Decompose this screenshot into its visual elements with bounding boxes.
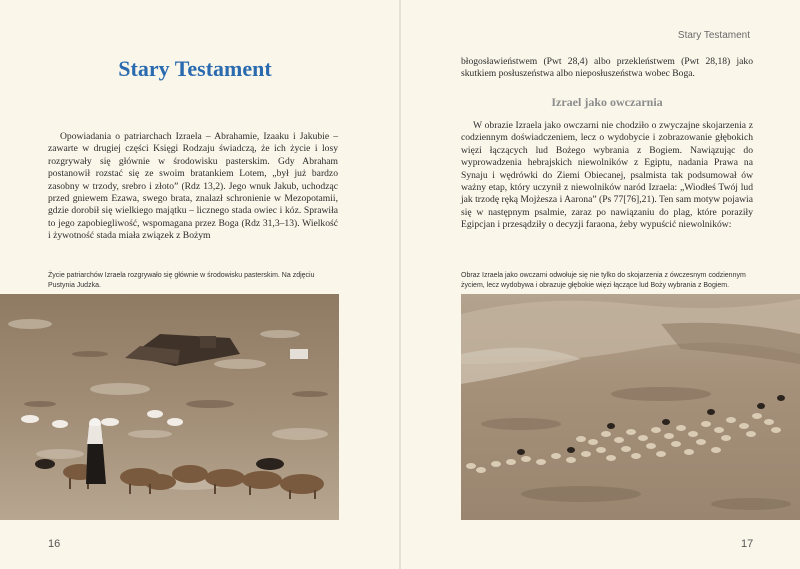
section-subheading: Izrael jako owczarnia: [551, 95, 663, 109]
running-head: Stary Testament: [677, 30, 750, 41]
right-continued-text: błogosławieństwem (Pwt 28,4) albo przekleństwem (Pwt 28,18) jako skutkiem posłuszeństwa albo nieposłuszeństwa wobec Boga.: [461, 56, 753, 80]
book-gutter: [399, 0, 401, 569]
right-body-paragraph: W obrazie Izraela jako owczarni nie chodziło o zwyczajne skojarzenia z codziennym doświadczeniem, lecz o wydobycie i zobrazowanie głębokich więzi łączących lud Bożego wybrania z Bogiem. Nawiązując do wyprowadzenia hebrajskich niewolników z Egiptu, nadania Prawa na Synaju i wędrówki do Ziemi Obiecanej, psalmista tak podsumował ów ważny etap, który uczynił z niewolników naród Izraela: „Wiodłeś Twój lud jak trzodę ręką Mojżesza i Aarona” (Ps 77[76],21). Ten sam motyw pojawia się w następnym psalmie, zaraz po nawiązaniu do plag, które poraziły Egipcjan i przesądziły o decyzji faraona, żeby wypuścić niewolników:: [461, 120, 753, 231]
left-body-paragraph: Opowiadania o patriarchach Izraela – Abrahamie, Izaaku i Jakubie – zawarte w drugiej części Księgi Rodzaju świadczą, że ich życie i losy rozgrywały się głównie w środowisku pasterskim. Gdy Abraham postanowił rozstać się ze swoim bratankiem Lotem, „był już bardzo zasobny w trzody, srebro i złoto” (Rdz 13,2). Jego wnuk Jakub, uchodząc przed gniewem Ezawa, swego brata, znalazł schronienie w Mezopotamii, gdzie dorobił się wielkiego majątku – licznego stada owiec i kóz. Sprawiła to jego zapobiegliwość, wspomagana przez Boga (Rdz 31,3–13). Wielkość i żywotność stada miała związek z Bożym: [48, 131, 338, 242]
right-photo-caption: Obraz Izraela jako owczarni odwołuje się nie tylko do skojarzenia z ówczesnym codziennym życiem, lecz wydobywa i obrazuje głębokie więzi łączące lud Boży wybrania z Bogiem.: [461, 272, 746, 289]
page-number-right: 17: [741, 538, 754, 550]
flock-hillside-photo: [461, 294, 800, 520]
page-title: Stary Testament: [118, 56, 272, 81]
page-number-left: 16: [48, 538, 61, 550]
left-photo-caption: Życie patriarchów Izraela rozgrywało się głównie w środowisku pasterskim. Na zdjęciu Pustynia Judzka.: [48, 272, 315, 289]
shepherd-desert-photo: [0, 294, 339, 520]
